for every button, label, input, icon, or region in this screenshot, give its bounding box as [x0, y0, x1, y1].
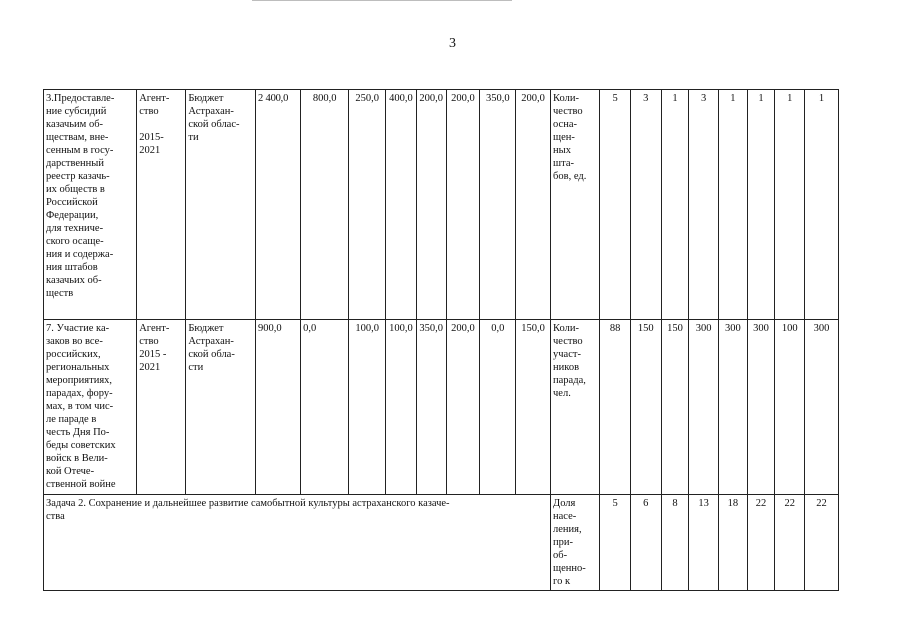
finance-year-cell: 350,0: [416, 320, 446, 495]
finance-year-cell: 0,0: [480, 320, 516, 495]
table-row: [44, 90, 839, 320]
measure-name-cell: 3.Предоставле- ние субсидий казачьим об- ществам, вне- сенным в госу- дарственный реестр казачь- их обществ в Российской Федерации, для техниче- ского осаще- ния и содержа- ния штабов казачьих об- ществ: [44, 90, 137, 320]
indicator-value-cell: 88: [600, 320, 631, 495]
executor-cell: Агент- ство 2015 - 2021: [137, 320, 186, 495]
indicator-value-cell: 22: [747, 495, 775, 591]
finance-year-cell: 0,0: [301, 320, 349, 495]
table-row: [44, 495, 839, 591]
indicator-value-cell: 150: [661, 320, 689, 495]
indicator-value-cell: 150: [630, 320, 661, 495]
indicator-value-cell: 1: [719, 90, 748, 320]
table-row: [44, 320, 839, 495]
indicator-cell: Коли- чество осна- щен- ных шта- бов, ед.: [551, 90, 600, 320]
task-heading-cell: Задача 2. Сохранение и дальнейшее развитие самобытной культуры астраханского казаче- ства: [44, 495, 551, 591]
indicator-value-cell: 5: [600, 90, 631, 320]
finance-year-cell: 400,0: [386, 90, 417, 320]
top-rule: [252, 0, 512, 1]
indicator-value-cell: 100: [775, 320, 805, 495]
finance-year-cell: 800,0: [301, 90, 349, 320]
executor-cell: Агент- ство 2015- 2021: [137, 90, 186, 320]
indicator-value-cell: 8: [661, 495, 689, 591]
indicator-value-cell: 13: [689, 495, 719, 591]
finance-year-cell: 200,0: [446, 90, 480, 320]
indicator-value-cell: 18: [719, 495, 748, 591]
indicator-cell: Коли- чество участ- ников парада, чел.: [551, 320, 600, 495]
finance-year-cell: 250,0: [349, 90, 386, 320]
finance-year-cell: 100,0: [386, 320, 417, 495]
indicator-value-cell: 300: [719, 320, 748, 495]
indicator-value-cell: 300: [805, 320, 839, 495]
indicator-value-cell: 300: [747, 320, 775, 495]
indicator-value-cell: 3: [630, 90, 661, 320]
finance-total-cell: 2 400,0: [256, 90, 301, 320]
finance-year-cell: 150,0: [516, 320, 551, 495]
indicator-cell: Доля насе- ления, при- об- щенно- го к: [551, 495, 600, 591]
indicator-value-cell: 1: [805, 90, 839, 320]
indicator-value-cell: 300: [689, 320, 719, 495]
finance-total-cell: 900,0: [256, 320, 301, 495]
source-cell: Бюджет Астрахан- ской облас- ти: [186, 90, 256, 320]
finance-year-cell: 100,0: [349, 320, 386, 495]
indicator-value-cell: 22: [775, 495, 805, 591]
measure-name-cell: 7. Участие ка- заков во все- российских, региональных мероприятиях, парадах, фору- мах, в том чис- ле параде в честь Дня По- беды советских войск в Вели- кой Отече- ственной войне: [44, 320, 137, 495]
program-table: [43, 89, 839, 591]
finance-year-cell: 200,0: [416, 90, 446, 320]
finance-year-cell: 200,0: [516, 90, 551, 320]
indicator-value-cell: 22: [805, 495, 839, 591]
page-number: 3: [449, 36, 456, 51]
finance-year-cell: 200,0: [446, 320, 480, 495]
indicator-value-cell: 1: [661, 90, 689, 320]
source-cell: Бюджет Астрахан- ской обла- сти: [186, 320, 256, 495]
indicator-value-cell: 1: [775, 90, 805, 320]
indicator-value-cell: 3: [689, 90, 719, 320]
indicator-value-cell: 1: [747, 90, 775, 320]
indicator-value-cell: 5: [600, 495, 631, 591]
finance-year-cell: 350,0: [480, 90, 516, 320]
indicator-value-cell: 6: [630, 495, 661, 591]
